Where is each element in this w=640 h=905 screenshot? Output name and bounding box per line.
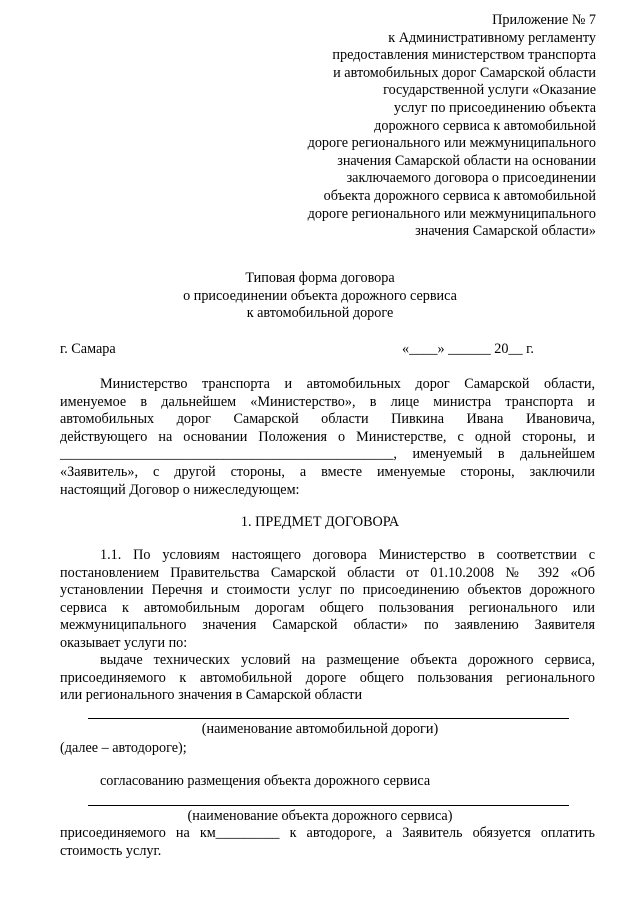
intro-line: «Заявитель», с другой стороны, а вместе именуемые стороны, заключили [60,463,595,480]
contract-date-field: «____» ______ 20__ г. [402,341,534,357]
appendix-line: дороге регионального или межмуниципального [307,205,596,222]
closing-line: присоединяемого на км_________ к автодороге, а Заявитель обязуется оплатить [60,825,595,841]
closing-paragraph [60,825,595,860]
form-title-line: к автомобильной дороге [246,305,394,321]
service-item-2: согласованию размещения объекта дорожного сервиса [100,773,431,789]
service-line: выдаче технических условий на размещение объекта дорожного сервиса, [100,652,595,668]
section-heading: 1. ПРЕДМЕТ ДОГОВОРА [240,514,400,530]
object-name-blank-line [88,805,569,806]
intro-line: автомобильных дорог Самарской области Пивкина Ивана Ивановича, [60,411,595,428]
appendix-line: значения Самарской области» [415,223,596,240]
clause-line: оказывает услуги по: [60,634,188,651]
intro-line: именуемое в дальнейшем «Министерство», в лице министра транспорта и [60,393,595,410]
appendix-line: дороге регионального или межмуниципального [307,135,596,152]
form-title [0,270,640,323]
intro-paragraph [60,376,595,499]
appendix-line: Приложение № 7 [492,12,596,28]
appendix-line: государственной услуги «Оказание [383,82,596,99]
clause-line: сервиса к автомобильным дорогам общего пользования регионального или [60,599,595,616]
service-line: или регионального значения в Самарской области [60,687,363,704]
appendix-line: объекта дорожного сервиса к автомобильной [323,187,596,204]
appendix-line: и автомобильных дорог Самарской области [333,64,596,81]
service-line: присоединяемого к автомобильной дороге общего пользования регионального [60,669,595,686]
form-title-line: Типовая форма договора [245,270,395,286]
road-name-blank-line [88,718,569,719]
contract-place: г. Самара [60,341,116,357]
closing-line: стоимость услуг. [60,842,162,859]
clause-line: 1.1. По условиям настоящего договора Министерство в соответствии с [100,547,595,563]
clause-line: постановлением Правительства Самарской области от 01.10.2008 № 392 «Об [60,564,595,581]
appendix-line: услуг по присоединению объекта [393,99,596,116]
object-name-caption: (наименование объекта дорожного сервиса) [187,808,453,824]
appendix-line: к Административному регламенту [388,29,596,46]
clause-1-1 [60,547,595,653]
appendix-header [266,12,596,241]
clause-line: установлении Перечня и стоимости услуг по присоединению объектов дорожного [60,582,595,599]
form-title-line: о присоединении объекта дорожного сервиса [183,287,457,304]
service-item-1 [60,652,595,705]
road-alias: (далее – автодороге); [60,740,187,756]
appendix-line: предоставления министерством транспорта [332,47,596,64]
intro-line: Министерство транспорта и автомобильных дорог Самарской области, [100,376,595,392]
intro-line: _______________________________________________, именуемый в дальнейшем [60,446,595,463]
appendix-line: заключаемого договора о присоединении [346,170,596,187]
clause-line: межмуниципального значения Самарской области» по заявлению Заявителя [60,617,595,634]
intro-line: настоящий Договор о нижеследующем: [60,481,300,498]
intro-line: действующего на основании Положения о Министерстве, с одной стороны, и [60,428,595,445]
appendix-line: значения Самарской области на основании [337,152,596,169]
road-name-caption: (наименование автомобильной дороги) [201,721,439,737]
appendix-line: дорожного сервиса к автомобильной [374,117,596,134]
